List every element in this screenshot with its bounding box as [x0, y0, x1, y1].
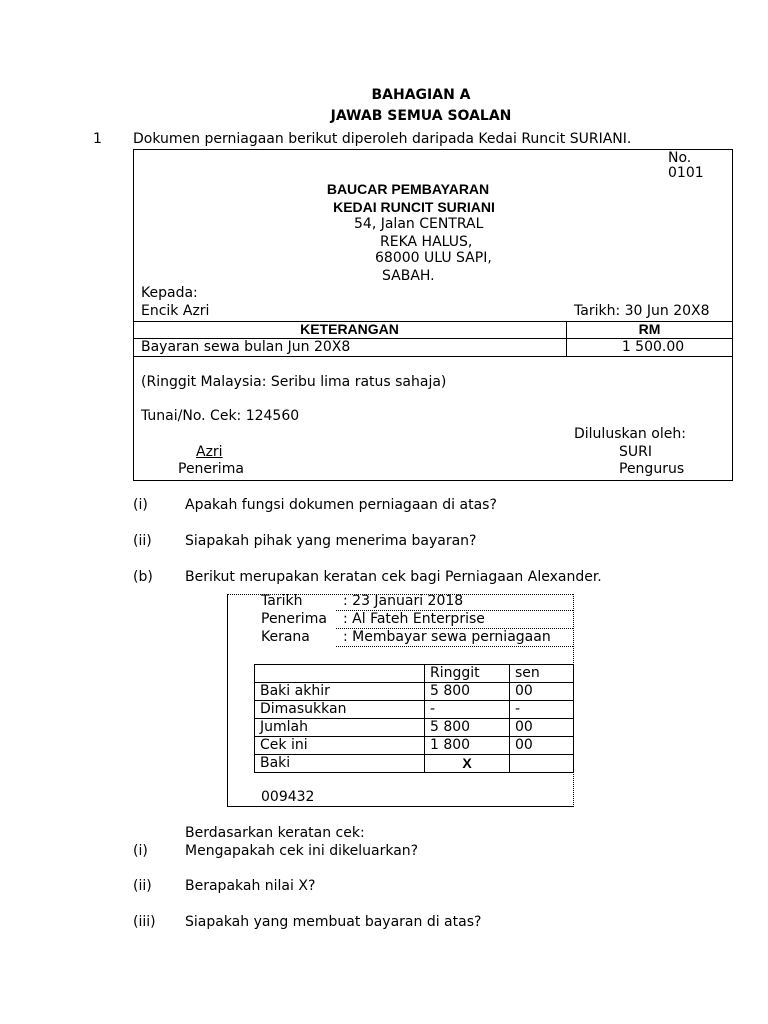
item-description: Bayaran sewa bulan Jun 20X8: [141, 339, 351, 355]
table-cell: -: [510, 701, 574, 719]
cheque-reason-label: Kerana: [261, 629, 310, 645]
question-text: Mengapakah cek ini dikeluarkan?: [185, 843, 419, 859]
voucher-date: Tarikh: 30 Jun 20X8: [574, 303, 710, 319]
cheque-reason-value: : Membayar sewa perniagaan: [343, 629, 551, 645]
question-text: Apakah fungsi dokumen perniagaan di atas?: [185, 497, 497, 513]
table-header-ringgit: Ringgit: [425, 665, 510, 683]
table-cell: Baki: [255, 755, 425, 773]
question-text: Berapakah nilai X?: [185, 878, 316, 894]
table-cell: 00: [510, 737, 574, 755]
instruction-heading: JAWAB SEMUA SOALAN: [330, 108, 512, 124]
voucher-to-label: Kepada:: [141, 285, 198, 301]
question-label: (ii): [133, 878, 152, 894]
receiver-role: Penerima: [178, 461, 244, 477]
table-cell: Cek ini: [255, 737, 425, 755]
table-cell: 1 800: [425, 737, 510, 755]
amount-in-words: (Ringgit Malaysia: Seribu lima ratus sahaja): [141, 374, 447, 390]
table-row: [255, 755, 574, 773]
question-text: Siapakah yang membuat bayaran di atas?: [185, 914, 482, 930]
part-b-label: (b): [133, 569, 153, 585]
voucher-address-line: REKA HALUS,: [380, 234, 473, 250]
question-label: (i): [133, 843, 148, 859]
unknown-value-x: X: [425, 755, 510, 773]
question-label: (i): [133, 497, 148, 513]
cheque-balance-table: [254, 664, 574, 773]
voucher-no-label: No.: [668, 150, 692, 166]
column-header-rm: RM: [638, 321, 661, 337]
approved-by-label: Diluluskan oleh:: [574, 426, 686, 442]
table-cell: [510, 755, 574, 773]
cheque-payee-value: : Al Fateh Enterprise: [343, 611, 485, 627]
table-header-sen: sen: [510, 665, 574, 683]
voucher-no-value: 0101: [668, 165, 704, 181]
table-row: [255, 701, 574, 719]
cheque-payee-label: Penerima: [261, 611, 327, 627]
table-row: [255, 737, 574, 755]
cheque-line: [336, 646, 573, 647]
table-cell: Baki akhir: [255, 683, 425, 701]
table-cell: Jumlah: [255, 719, 425, 737]
question-text: Siapakah pihak yang menerima bayaran?: [185, 533, 477, 549]
table-cell: [255, 665, 425, 683]
cheque-border: [227, 806, 573, 807]
table-cell: 00: [510, 719, 574, 737]
cheque-border: [227, 594, 228, 807]
table-cell: -: [425, 701, 510, 719]
voucher-title: BAUCAR PEMBAYARAN: [326, 181, 490, 197]
voucher-address-line: 68000 ULU SAPI,: [375, 250, 492, 266]
question-number: 1: [93, 131, 102, 147]
voucher-address-line: 54, Jalan CENTRAL: [354, 216, 484, 232]
receiver-signature: Azri: [196, 444, 223, 460]
payment-method: Tunai/No. Cek: 124560: [141, 408, 300, 424]
questions-b-lead: Berdasarkan keratan cek:: [185, 825, 365, 841]
part-b-text: Berikut merupakan keratan cek bagi Perniagaan Alexander.: [185, 569, 602, 585]
column-header-description: KETERANGAN: [300, 321, 399, 337]
voucher-address-line: SABAH.: [382, 268, 435, 284]
table-row: [255, 665, 574, 683]
voucher-shop-name: KEDAI RUNCIT SURIANI: [333, 199, 495, 215]
table-cell: 5 800: [425, 719, 510, 737]
question-label: (ii): [133, 533, 152, 549]
item-amount: 1 500.00: [621, 339, 685, 355]
question-label: (iii): [133, 914, 156, 930]
voucher-to-name: Encik Azri: [141, 303, 210, 319]
table-row: [255, 683, 574, 701]
cheque-date-label: Tarikh: [261, 593, 303, 609]
section-heading: BAHAGIAN A: [371, 87, 471, 103]
table-cell: 00: [510, 683, 574, 701]
question-intro: Dokumen perniagaan berikut diperoleh daripada Kedai Runcit SURIANI.: [133, 131, 632, 147]
table-row: [255, 719, 574, 737]
cheque-date-value: : 23 Januari 2018: [343, 593, 464, 609]
table-cell: Dimasukkan: [255, 701, 425, 719]
divider: [133, 356, 732, 357]
table-cell: 5 800: [425, 683, 510, 701]
approver-name: SURI: [619, 444, 652, 460]
approver-role: Pengurus: [619, 461, 685, 477]
cheque-number: 009432: [261, 789, 315, 805]
